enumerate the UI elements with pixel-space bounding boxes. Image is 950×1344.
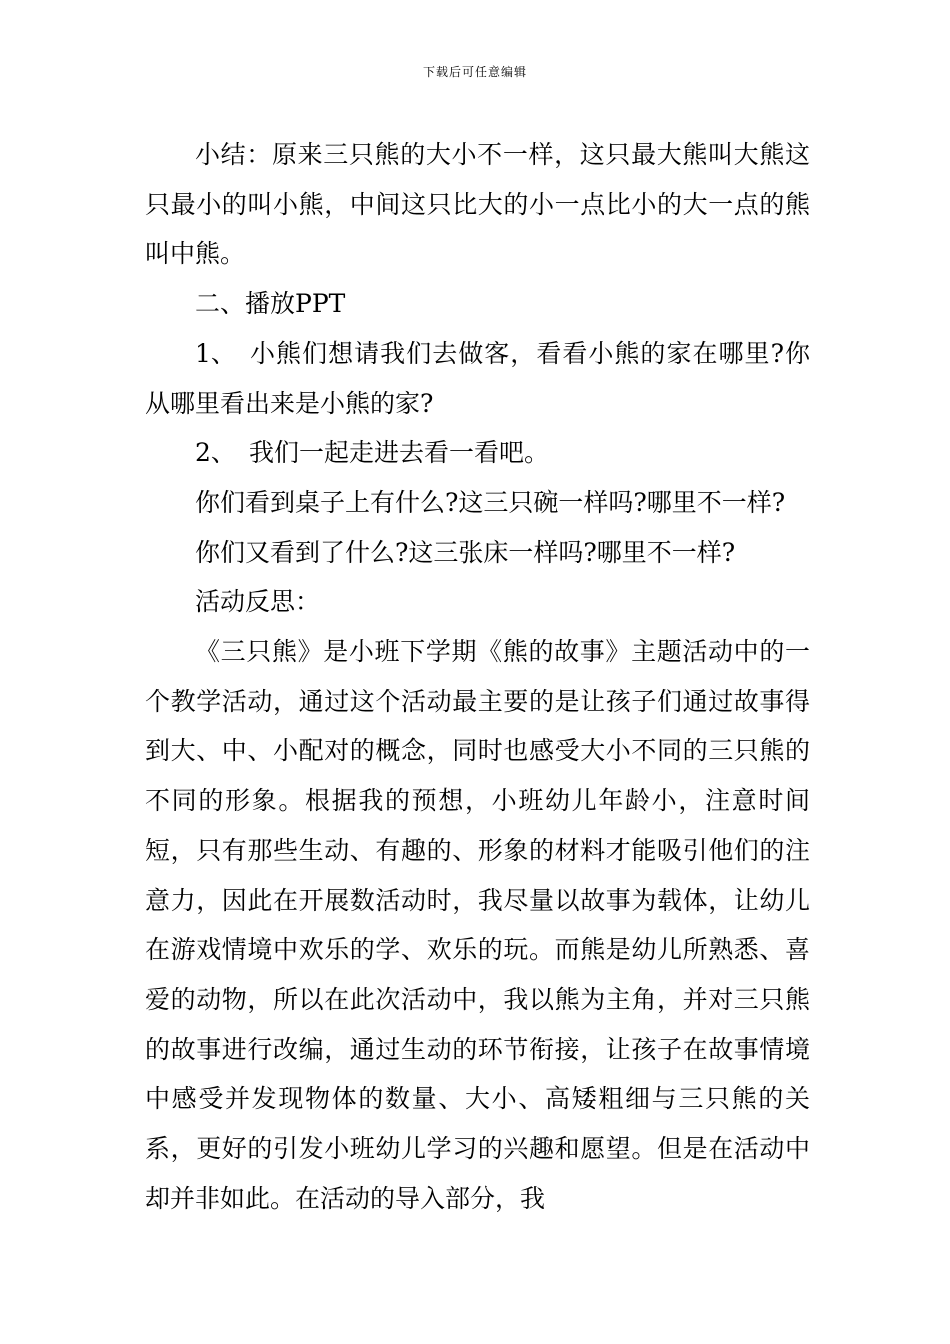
list-item-1 [145,329,810,428]
question-paragraph-2: 你们又看到了什么?这三张床一样吗?哪里不一样? [195,537,736,567]
list-item-2-number: 2、 [195,438,236,468]
section-heading-two: 二、播放PPT [195,289,346,319]
summary-paragraph: 小结：原来三只熊的大小不一样，这只最大熊叫大熊这只最小的叫小熊，中间这只比大的小一点比小的大一点的熊叫中熊。 [145,140,810,269]
page-header-note: 下载后可任意编辑 [422,65,527,79]
list-item-2 [145,428,810,478]
question-paragraph-1: 你们看到桌子上有什么?这三只碗一样吗?哪里不一样? [195,487,786,517]
reflection-paragraph: 《三只熊》是小班下学期《熊的故事》主题活动中的一个教学活动，通过这个活动最主要的是让孩子们通过故事得到大、中、小配对的概念，同时也感受大小不同的三只熊的不同的形象。根据我的预想，小班幼儿年龄小，注意时间短，只有那些生动、有趣的、形象的材料才能吸引他们的注意力，因此在开展数活动时，我尽量以故事为载体，让幼儿在游戏情境中欢乐的学、欢乐的玩。而熊是幼儿所熟悉、喜爱的动物，所以在此次活动中，我以熊为主角，并对三只熊的故事进行改编，通过生动的环节衔接，让孩子在故事情境中感受并发现物体的数量、大小、高矮粗细与三只熊的关系，更好的引发小班幼儿学习的兴趣和愿望。但是在活动中却并非如此。在活动的导入部分，我 [145,637,810,1213]
reflection-heading: 活动反思： [195,587,321,617]
list-item-2-text: 我们一起走进去看一看吧。 [249,438,550,468]
list-item-1-number: 1、 [195,338,236,368]
list-item-1-text: 小熊们想请我们去做客，看看小熊的家在哪里?你从哪里看出来是小熊的家? [145,338,810,418]
document-body [145,130,810,1223]
